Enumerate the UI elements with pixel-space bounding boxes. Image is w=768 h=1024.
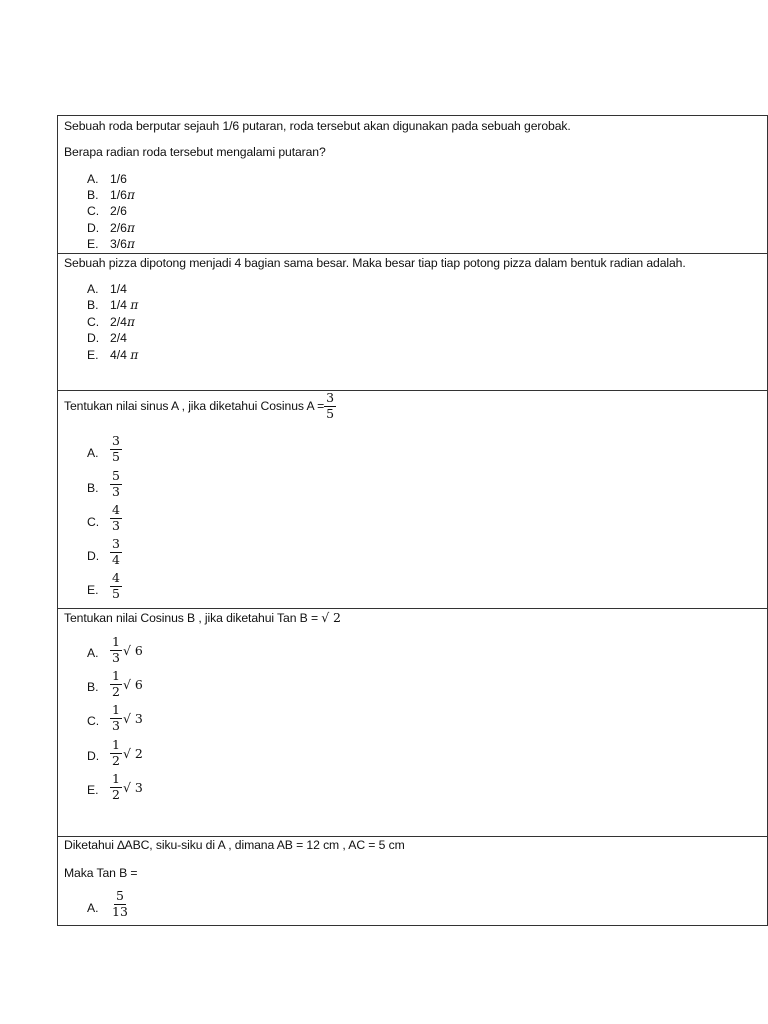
option-value: 1/6 (110, 172, 127, 186)
pi-symbol: π (126, 188, 135, 202)
option-fraction: $\frac{4}{5}$ (112, 570, 120, 601)
option-value: 4/4 π (110, 348, 139, 362)
option-label: E. (87, 348, 99, 362)
option-label: C. (87, 714, 100, 728)
option-label: E. (87, 783, 99, 797)
option-label: E. (87, 237, 99, 251)
option-label: A. (87, 172, 99, 186)
option-value: 2/4 (110, 331, 127, 345)
option-label: A. (87, 646, 99, 660)
option-label: A. (87, 282, 99, 296)
pi-symbol: π (126, 221, 135, 235)
root-2: √ 2 (321, 610, 341, 625)
option-fraction: $\frac{4}{3}$ (112, 502, 120, 533)
option-label: B. (87, 481, 99, 495)
option-value: $\frac{1}{3}$ √ 6 (112, 634, 143, 665)
option-value: 1/4 π (110, 298, 139, 312)
option-value: 3/6π (110, 237, 135, 251)
question-4-text: Tentukan nilai Cosinus B , jika diketahui Tan B = √ 2 (64, 610, 341, 625)
question-5-prompt: Maka Tan B = (64, 866, 138, 880)
question-1-prompt: Berapa radian roda tersebut mengalami putaran? (64, 145, 326, 159)
option-label: D. (87, 221, 100, 235)
option-label: D. (87, 749, 100, 763)
option-fraction: $\frac{5}{13}$ (112, 888, 128, 919)
option-label: C. (87, 515, 100, 529)
pi-symbol: π (130, 348, 139, 362)
question-1 (58, 116, 767, 253)
option-value: $\frac{1}{2}$ √ 2 (112, 737, 143, 768)
option-label: A. (87, 901, 99, 915)
option-value: $\frac{1}{2}$ √ 3 (112, 771, 143, 802)
option-label: D. (87, 549, 100, 563)
option-label: A. (87, 446, 99, 460)
option-value: 2/4π (110, 315, 135, 329)
option-label: C. (87, 315, 100, 329)
option-label: B. (87, 188, 99, 202)
option-value: 1/4 (110, 282, 127, 296)
question-1-text: Sebuah roda berputar sejauh 1/6 putaran, roda tersebut akan digunakan pada sebuah gerobak. (64, 119, 571, 133)
option-fraction: $\frac{3}{4}$ (112, 536, 120, 567)
option-value: 2/6 (110, 204, 127, 218)
option-fraction: $\frac{5}{3}$ (112, 468, 120, 499)
question-2 (58, 253, 767, 390)
option-fraction: $\frac{3}{5}$ (112, 433, 120, 464)
pi-symbol: π (130, 298, 139, 312)
question-2-text: Sebuah pizza dipotong menjadi 4 bagian sama besar. Maka besar tiap tiap potong pizza dalam bentuk radian adalah. (64, 256, 686, 270)
given-fraction: $\frac{3}{5}$ (326, 390, 335, 421)
option-label: D. (87, 331, 100, 345)
question-4 (58, 608, 767, 836)
option-label: E. (87, 583, 99, 597)
option-label: C. (87, 204, 100, 218)
question-table (57, 115, 768, 926)
question-3-text: Tentukan nilai sinus A , jika diketahui Cosinus A = $\frac{3}{5}$ (64, 390, 335, 421)
option-value: $\frac{1}{3}$ √ 3 (112, 702, 143, 733)
question-3 (58, 390, 767, 608)
question-5 (58, 836, 767, 925)
option-value: 1/6π (110, 188, 135, 202)
option-label: B. (87, 680, 99, 694)
pi-symbol: π (126, 315, 135, 329)
option-label: B. (87, 298, 99, 312)
option-value: $\frac{1}{2}$ √ 6 (112, 668, 143, 699)
question-5-text: Diketahui ∆ABC, siku-siku di A , dimana AB = 12 cm , AC = 5 cm (64, 838, 405, 852)
pi-symbol: π (126, 237, 135, 251)
option-value: 2/6π (110, 221, 135, 235)
